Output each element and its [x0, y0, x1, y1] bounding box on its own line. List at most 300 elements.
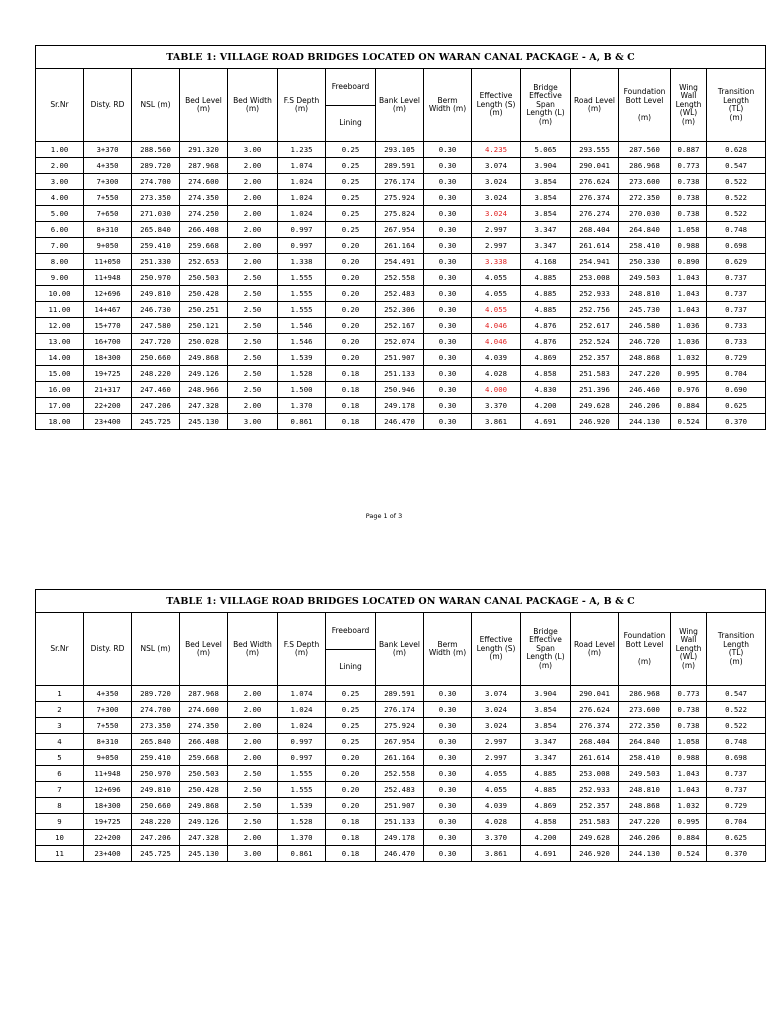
cell-bridge-span: 4.691: [521, 414, 571, 430]
cell-foundation-level: 258.410: [619, 238, 671, 254]
cell-freeboard-lining: 0.20: [326, 334, 376, 350]
cell-bed-level: 266.408: [180, 734, 228, 750]
cell-bed-level: 249.126: [180, 366, 228, 382]
cell-transition-length: 0.733: [707, 334, 766, 350]
cell-disty-rd: 23+400: [84, 414, 132, 430]
cell-bed-level: 266.408: [180, 222, 228, 238]
cell-foundation-level: 250.330: [619, 254, 671, 270]
cell-bridge-span: 3.347: [521, 222, 571, 238]
cell-effective-length: 3.024: [472, 206, 521, 222]
cell-freeboard-lining: 0.18: [326, 814, 376, 830]
cell-nsl: 248.220: [132, 366, 180, 382]
cell-nsl: 250.970: [132, 270, 180, 286]
cell-bed-level: 245.130: [180, 846, 228, 862]
table-row: [36, 414, 766, 430]
cell-fs-depth: 1.546: [278, 334, 326, 350]
cell-bank-level: 252.074: [376, 334, 424, 350]
cell-disty-rd: 22+200: [84, 398, 132, 414]
cell-bed-width: 2.00: [228, 750, 278, 766]
col-header-bridge-span: Bridge Effective Span Length (L) (m): [521, 69, 571, 142]
cell-effective-length: 4.000: [472, 382, 521, 398]
cell-bridge-span: 4.200: [521, 398, 571, 414]
cell-sr: 6: [36, 766, 84, 782]
cell-freeboard-lining: 0.20: [326, 286, 376, 302]
cell-road-level: 293.555: [571, 142, 619, 158]
cell-disty-rd: 11+948: [84, 766, 132, 782]
table-row: [36, 350, 766, 366]
cell-road-level: 251.583: [571, 814, 619, 830]
cell-berm-width: 0.30: [424, 190, 472, 206]
cell-bed-level: 250.503: [180, 766, 228, 782]
cell-fs-depth: 1.024: [278, 206, 326, 222]
cell-transition-length: 0.522: [707, 174, 766, 190]
cell-disty-rd: 4+350: [84, 686, 132, 702]
col-header-road-level: Road Level (m): [571, 613, 619, 686]
cell-effective-length: 4.046: [472, 334, 521, 350]
cell-bank-level: 293.105: [376, 142, 424, 158]
cell-bed-width: 2.00: [228, 398, 278, 414]
cell-bridge-span: 4.200: [521, 830, 571, 846]
cell-bed-level: 249.868: [180, 798, 228, 814]
cell-freeboard-lining: 0.20: [326, 798, 376, 814]
cell-transition-length: 0.737: [707, 302, 766, 318]
table-row: [36, 302, 766, 318]
col-header-sr: Sr.Nr: [36, 69, 84, 142]
cell-wing-wall-length: 0.988: [671, 238, 707, 254]
cell-bank-level: 252.558: [376, 270, 424, 286]
table-row: [36, 318, 766, 334]
cell-effective-length: 4.039: [472, 350, 521, 366]
cell-bed-width: 2.50: [228, 366, 278, 382]
cell-disty-rd: 11+948: [84, 270, 132, 286]
cell-road-level: 252.357: [571, 350, 619, 366]
cell-bed-width: 2.00: [228, 174, 278, 190]
cell-sr: 9: [36, 814, 84, 830]
cell-wing-wall-length: 0.988: [671, 750, 707, 766]
cell-transition-length: 0.547: [707, 158, 766, 174]
table-row: [36, 222, 766, 238]
cell-freeboard-lining: 0.18: [326, 846, 376, 862]
cell-disty-rd: 12+696: [84, 286, 132, 302]
cell-foundation-level: 286.968: [619, 686, 671, 702]
cell-nsl: 249.810: [132, 286, 180, 302]
cell-transition-length: 0.547: [707, 686, 766, 702]
cell-wing-wall-length: 1.032: [671, 798, 707, 814]
cell-bed-level: 291.320: [180, 142, 228, 158]
cell-bed-width: 2.50: [228, 814, 278, 830]
cell-bank-level: 251.133: [376, 814, 424, 830]
cell-road-level: 276.374: [571, 718, 619, 734]
cell-bed-width: 2.00: [228, 190, 278, 206]
col-header-foundation: Foundation Bott Level (m): [619, 69, 671, 142]
cell-wing-wall-length: 0.890: [671, 254, 707, 270]
cell-effective-length: 3.024: [472, 174, 521, 190]
cell-bed-level: 274.600: [180, 702, 228, 718]
cell-effective-length: 2.997: [472, 238, 521, 254]
cell-bed-width: 2.50: [228, 782, 278, 798]
table-row: [36, 158, 766, 174]
cell-sr: 14.00: [36, 350, 84, 366]
cell-bank-level: 249.178: [376, 398, 424, 414]
cell-bank-level: 275.924: [376, 718, 424, 734]
cell-fs-depth: 0.861: [278, 846, 326, 862]
cell-berm-width: 0.30: [424, 238, 472, 254]
cell-fs-depth: 1.546: [278, 318, 326, 334]
table-row: [36, 750, 766, 766]
cell-sr: 5.00: [36, 206, 84, 222]
cell-bed-width: 2.00: [228, 206, 278, 222]
cell-transition-length: 0.522: [707, 702, 766, 718]
cell-road-level: 252.933: [571, 782, 619, 798]
table-row: [36, 814, 766, 830]
cell-bridge-span: 3.904: [521, 686, 571, 702]
cell-bed-width: 2.00: [228, 686, 278, 702]
cell-transition-length: 0.737: [707, 270, 766, 286]
cell-bed-width: 2.00: [228, 734, 278, 750]
cell-bed-width: 2.00: [228, 718, 278, 734]
cell-wing-wall-length: 0.976: [671, 382, 707, 398]
col-header-berm-width: Berm Width (m): [424, 69, 472, 142]
cell-berm-width: 0.30: [424, 718, 472, 734]
col-header-wing-wall: Wing Wall Length (WL) (m): [671, 613, 707, 686]
cell-berm-width: 0.30: [424, 206, 472, 222]
cell-transition-length: 0.522: [707, 718, 766, 734]
cell-fs-depth: 1.528: [278, 366, 326, 382]
cell-foundation-level: 248.810: [619, 286, 671, 302]
cell-nsl: 259.410: [132, 238, 180, 254]
table-row: [36, 398, 766, 414]
cell-fs-depth: 1.074: [278, 158, 326, 174]
cell-bank-level: 250.946: [376, 382, 424, 398]
cell-road-level: 290.041: [571, 686, 619, 702]
cell-bridge-span: 4.885: [521, 766, 571, 782]
cell-freeboard-lining: 0.20: [326, 254, 376, 270]
col-header-bridge-span: Bridge Effective Span Length (L) (m): [521, 613, 571, 686]
cell-road-level: 253.008: [571, 270, 619, 286]
cell-wing-wall-length: 1.036: [671, 318, 707, 334]
cell-effective-length: 4.055: [472, 270, 521, 286]
cell-berm-width: 0.30: [424, 414, 472, 430]
cell-freeboard-lining: 0.18: [326, 414, 376, 430]
cell-freeboard-lining: 0.25: [326, 734, 376, 750]
cell-nsl: 248.220: [132, 814, 180, 830]
cell-foundation-level: 247.220: [619, 814, 671, 830]
cell-effective-length: 4.055: [472, 302, 521, 318]
table-row: [36, 830, 766, 846]
cell-bed-level: 274.600: [180, 174, 228, 190]
table-row: [36, 270, 766, 286]
cell-disty-rd: 9+050: [84, 238, 132, 254]
cell-berm-width: 0.30: [424, 766, 472, 782]
cell-bed-level: 274.250: [180, 206, 228, 222]
cell-sr: 16.00: [36, 382, 84, 398]
table-row: [36, 286, 766, 302]
cell-effective-length: 4.039: [472, 798, 521, 814]
cell-bed-level: 247.328: [180, 398, 228, 414]
cell-bridge-span: 3.854: [521, 718, 571, 734]
cell-nsl: 247.580: [132, 318, 180, 334]
cell-freeboard-lining: 0.20: [326, 238, 376, 254]
cell-bed-level: 250.121: [180, 318, 228, 334]
cell-freeboard-lining: 0.25: [326, 174, 376, 190]
cell-nsl: 274.700: [132, 174, 180, 190]
cell-berm-width: 0.30: [424, 270, 472, 286]
cell-disty-rd: 14+467: [84, 302, 132, 318]
cell-bed-width: 2.00: [228, 254, 278, 270]
cell-road-level: 276.274: [571, 206, 619, 222]
table-row: [36, 238, 766, 254]
cell-sr: 5: [36, 750, 84, 766]
cell-sr: 18.00: [36, 414, 84, 430]
cell-nsl: 273.350: [132, 718, 180, 734]
cell-bank-level: 251.907: [376, 798, 424, 814]
cell-foundation-level: 249.503: [619, 270, 671, 286]
cell-effective-length: 3.370: [472, 398, 521, 414]
col-header-bed-level: Bed Level (m): [180, 69, 228, 142]
cell-bank-level: 289.591: [376, 686, 424, 702]
cell-freeboard-lining: 0.25: [326, 222, 376, 238]
table-row: [36, 174, 766, 190]
cell-fs-depth: 1.555: [278, 766, 326, 782]
cell-freeboard-lining: 0.18: [326, 382, 376, 398]
cell-road-level: 276.624: [571, 702, 619, 718]
cell-transition-length: 0.625: [707, 398, 766, 414]
cell-wing-wall-length: 1.058: [671, 734, 707, 750]
cell-effective-length: 3.370: [472, 830, 521, 846]
cell-nsl: 271.030: [132, 206, 180, 222]
cell-freeboard-lining: 0.18: [326, 398, 376, 414]
cell-disty-rd: 23+400: [84, 846, 132, 862]
cell-bank-level: 249.178: [376, 830, 424, 846]
cell-sr: 9.00: [36, 270, 84, 286]
cell-fs-depth: 1.370: [278, 398, 326, 414]
cell-effective-length: 3.024: [472, 702, 521, 718]
cell-bank-level: 254.491: [376, 254, 424, 270]
cell-transition-length: 0.748: [707, 734, 766, 750]
cell-berm-width: 0.30: [424, 702, 472, 718]
cell-sr: 15.00: [36, 366, 84, 382]
cell-nsl: 250.660: [132, 350, 180, 366]
cell-fs-depth: 1.528: [278, 814, 326, 830]
cell-transition-length: 0.698: [707, 750, 766, 766]
cell-bank-level: 261.164: [376, 750, 424, 766]
cell-bed-width: 2.50: [228, 286, 278, 302]
cell-bank-level: 252.483: [376, 286, 424, 302]
cell-effective-length: 3.861: [472, 414, 521, 430]
cell-berm-width: 0.30: [424, 158, 472, 174]
cell-road-level: 276.624: [571, 174, 619, 190]
table-row: [36, 366, 766, 382]
table-row: [36, 782, 766, 798]
cell-effective-length: 4.028: [472, 366, 521, 382]
col-header-bed-width: Bed Width (m): [228, 613, 278, 686]
cell-berm-width: 0.30: [424, 686, 472, 702]
cell-fs-depth: 0.997: [278, 734, 326, 750]
cell-bed-level: 248.966: [180, 382, 228, 398]
cell-wing-wall-length: 0.884: [671, 398, 707, 414]
cell-bed-level: 252.653: [180, 254, 228, 270]
cell-sr: 1.00: [36, 142, 84, 158]
cell-bed-level: 250.503: [180, 270, 228, 286]
cell-sr: 13.00: [36, 334, 84, 350]
cell-effective-length: 4.028: [472, 814, 521, 830]
cell-fs-depth: 1.555: [278, 782, 326, 798]
cell-freeboard-lining: 0.25: [326, 190, 376, 206]
cell-nsl: 288.560: [132, 142, 180, 158]
cell-bridge-span: 4.885: [521, 286, 571, 302]
col-header-bank-level: Bank Level (m): [376, 613, 424, 686]
cell-bed-level: 274.350: [180, 718, 228, 734]
cell-wing-wall-length: 1.043: [671, 270, 707, 286]
cell-fs-depth: 1.500: [278, 382, 326, 398]
cell-bank-level: 252.167: [376, 318, 424, 334]
cell-berm-width: 0.30: [424, 334, 472, 350]
cell-bridge-span: 4.876: [521, 318, 571, 334]
cell-bed-width: 2.00: [228, 222, 278, 238]
cell-wing-wall-length: 0.738: [671, 702, 707, 718]
cell-foundation-level: 246.206: [619, 398, 671, 414]
cell-berm-width: 0.30: [424, 174, 472, 190]
col-header-sr: Sr.Nr: [36, 613, 84, 686]
col-header-effective-length: Effective Length (S) (m): [472, 69, 521, 142]
cell-nsl: 247.206: [132, 398, 180, 414]
cell-wing-wall-length: 1.043: [671, 782, 707, 798]
cell-sr: 10: [36, 830, 84, 846]
cell-foundation-level: 249.503: [619, 766, 671, 782]
cell-disty-rd: 21+317: [84, 382, 132, 398]
cell-berm-width: 0.30: [424, 782, 472, 798]
cell-disty-rd: 8+310: [84, 222, 132, 238]
cell-wing-wall-length: 0.738: [671, 718, 707, 734]
cell-sr: 3: [36, 718, 84, 734]
cell-road-level: 251.396: [571, 382, 619, 398]
cell-road-level: 261.614: [571, 238, 619, 254]
cell-bridge-span: 4.869: [521, 798, 571, 814]
cell-sr: 3.00: [36, 174, 84, 190]
cell-wing-wall-length: 0.887: [671, 142, 707, 158]
cell-fs-depth: 1.338: [278, 254, 326, 270]
col-header-fs-depth: F.S Depth (m): [278, 613, 326, 686]
cell-disty-rd: 3+370: [84, 142, 132, 158]
cell-bank-level: 276.174: [376, 174, 424, 190]
cell-sr: 4: [36, 734, 84, 750]
cell-nsl: 265.840: [132, 734, 180, 750]
cell-fs-depth: 0.997: [278, 750, 326, 766]
cell-transition-length: 0.704: [707, 814, 766, 830]
cell-sr: 17.00: [36, 398, 84, 414]
cell-bridge-span: 4.830: [521, 382, 571, 398]
cell-bed-width: 3.00: [228, 846, 278, 862]
cell-effective-length: 3.024: [472, 190, 521, 206]
cell-sr: 8: [36, 798, 84, 814]
col-header-berm-width: Berm Width (m): [424, 613, 472, 686]
cell-transition-length: 0.737: [707, 782, 766, 798]
table-row: [36, 734, 766, 750]
cell-freeboard-lining: 0.20: [326, 766, 376, 782]
cell-bank-level: 276.174: [376, 702, 424, 718]
cell-bed-level: 259.668: [180, 750, 228, 766]
cell-fs-depth: 1.555: [278, 302, 326, 318]
cell-sr: 7.00: [36, 238, 84, 254]
cell-berm-width: 0.30: [424, 142, 472, 158]
cell-bank-level: 246.470: [376, 846, 424, 862]
cell-sr: 8.00: [36, 254, 84, 270]
cell-bed-level: 259.668: [180, 238, 228, 254]
cell-berm-width: 0.30: [424, 398, 472, 414]
cell-freeboard-lining: 0.25: [326, 686, 376, 702]
cell-transition-length: 0.370: [707, 414, 766, 430]
cell-bed-level: 249.126: [180, 814, 228, 830]
cell-wing-wall-length: 0.995: [671, 366, 707, 382]
table-row: [36, 766, 766, 782]
cell-bridge-span: 3.854: [521, 190, 571, 206]
cell-wing-wall-length: 1.036: [671, 334, 707, 350]
table-title: TABLE 1: VILLAGE ROAD BRIDGES LOCATED ON WARAN CANAL PACKAGE - A, B & C: [36, 590, 766, 613]
cell-wing-wall-length: 0.524: [671, 846, 707, 862]
cell-freeboard-lining: 0.20: [326, 270, 376, 286]
cell-foundation-level: 248.810: [619, 782, 671, 798]
cell-road-level: 252.756: [571, 302, 619, 318]
col-header-freeboard: Freeboard: [326, 613, 376, 650]
cell-fs-depth: 1.235: [278, 142, 326, 158]
cell-foundation-level: 244.130: [619, 846, 671, 862]
cell-bed-width: 2.50: [228, 334, 278, 350]
cell-bank-level: 252.306: [376, 302, 424, 318]
table-row: [36, 846, 766, 862]
cell-disty-rd: 7+300: [84, 702, 132, 718]
cell-wing-wall-length: 1.043: [671, 286, 707, 302]
col-header-bank-level: Bank Level (m): [376, 69, 424, 142]
cell-wing-wall-length: 0.773: [671, 158, 707, 174]
cell-sr: 6.00: [36, 222, 84, 238]
cell-foundation-level: 272.350: [619, 190, 671, 206]
cell-nsl: 289.720: [132, 158, 180, 174]
col-header-foundation: Foundation Bott Level (m): [619, 613, 671, 686]
col-header-bed-level: Bed Level (m): [180, 613, 228, 686]
table-row: [36, 798, 766, 814]
cell-foundation-level: 286.968: [619, 158, 671, 174]
col-header-disty: Disty. RD: [84, 613, 132, 686]
cell-foundation-level: 272.350: [619, 718, 671, 734]
table-row: [36, 142, 766, 158]
cell-disty-rd: 15+770: [84, 318, 132, 334]
cell-bridge-span: 4.885: [521, 302, 571, 318]
cell-transition-length: 0.704: [707, 366, 766, 382]
cell-bed-width: 2.00: [228, 702, 278, 718]
cell-foundation-level: 244.130: [619, 414, 671, 430]
cell-bed-level: 250.251: [180, 302, 228, 318]
cell-foundation-level: 246.460: [619, 382, 671, 398]
cell-bed-level: 250.428: [180, 782, 228, 798]
cell-disty-rd: 11+050: [84, 254, 132, 270]
cell-nsl: 245.725: [132, 846, 180, 862]
cell-disty-rd: 19+725: [84, 366, 132, 382]
cell-sr: 12.00: [36, 318, 84, 334]
cell-road-level: 276.374: [571, 190, 619, 206]
cell-road-level: 253.008: [571, 766, 619, 782]
cell-disty-rd: 9+050: [84, 750, 132, 766]
cell-transition-length: 0.729: [707, 798, 766, 814]
cell-berm-width: 0.30: [424, 798, 472, 814]
cell-wing-wall-length: 0.773: [671, 686, 707, 702]
cell-bed-level: 250.028: [180, 334, 228, 350]
cell-bed-level: 274.350: [180, 190, 228, 206]
cell-nsl: 245.725: [132, 414, 180, 430]
cell-road-level: 254.941: [571, 254, 619, 270]
cell-fs-depth: 1.539: [278, 350, 326, 366]
cell-disty-rd: 4+350: [84, 158, 132, 174]
cell-wing-wall-length: 0.524: [671, 414, 707, 430]
